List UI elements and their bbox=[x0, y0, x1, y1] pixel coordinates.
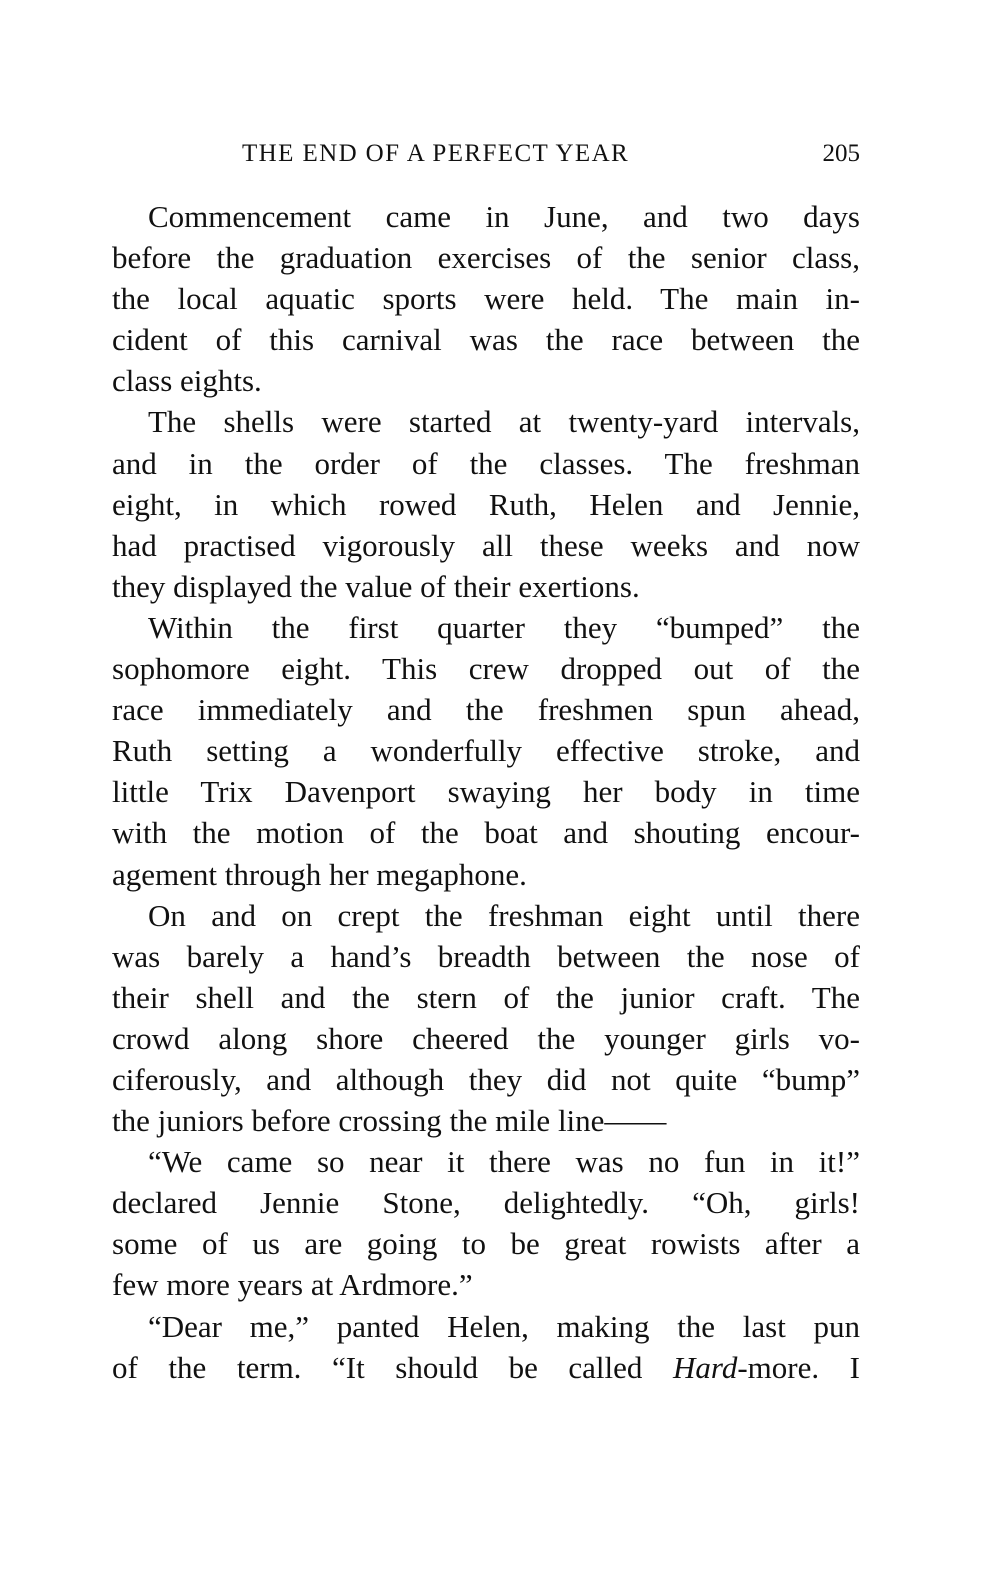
text-run: -more. I bbox=[737, 1349, 861, 1385]
text-line: had practised vigorously all these weeks and now bbox=[112, 527, 860, 563]
text-line: was barely a hand’s breadth between the nose of bbox=[112, 938, 860, 974]
text-run: of the term. “It should be called bbox=[112, 1349, 674, 1385]
text-line: Ruth setting a wonderfully effective stroke, and bbox=[112, 733, 860, 769]
text-line: their shell and the stern of the junior craft. The bbox=[112, 979, 860, 1015]
text-line: The shells were started at twenty-yard intervals, bbox=[148, 404, 860, 440]
text-line-final bbox=[112, 1347, 860, 1388]
text-line: On and on crept the freshman eight until there bbox=[148, 897, 860, 933]
text-line: Within the first quarter they “bumped” the bbox=[148, 609, 860, 645]
body-text bbox=[112, 196, 860, 1388]
running-head bbox=[112, 140, 860, 180]
running-title: THE END OF A PERFECT YEAR bbox=[242, 140, 630, 167]
text-line: they displayed the value of their exertions. bbox=[112, 568, 640, 604]
text-line: agement through her megaphone. bbox=[112, 856, 527, 892]
text-line: some of us are going to be great rowists after a bbox=[112, 1226, 860, 1262]
text-line: few more years at Ardmore.” bbox=[112, 1267, 473, 1303]
text-line: little Trix Davenport swaying her body in time bbox=[112, 774, 860, 810]
text-line: “Dear me,” panted Helen, making the last pun bbox=[148, 1308, 860, 1344]
text-line: “We came so near it there was no fun in it!” bbox=[148, 1144, 860, 1180]
text-line: and in the order of the classes. The freshman bbox=[112, 445, 860, 481]
italic-text-run: Hard bbox=[673, 1349, 738, 1385]
text-line: the local aquatic sports were held. The main in- bbox=[112, 281, 860, 317]
text-line: with the motion of the boat and shouting encour- bbox=[112, 815, 860, 851]
text-line: race immediately and the freshmen spun ahead, bbox=[112, 692, 860, 728]
text-line: the juniors before crossing the mile line—— bbox=[112, 1103, 667, 1139]
text-line: sophomore eight. This crew dropped out of the bbox=[112, 651, 860, 687]
text-line: class eights. bbox=[112, 363, 262, 399]
text-line: crowd along shore cheered the younger girls vo- bbox=[112, 1020, 860, 1056]
text-line: declared Jennie Stone, delightedly. “Oh, girls! bbox=[112, 1185, 860, 1221]
text-line: ciferously, and although they did not quite “bump” bbox=[112, 1061, 860, 1097]
text-line: before the graduation exercises of the senior class, bbox=[112, 240, 860, 276]
text-line: Commencement came in June, and two days bbox=[148, 199, 860, 234]
text-line: cident of this carnival was the race between the bbox=[112, 322, 860, 358]
text-line: eight, in which rowed Ruth, Helen and Jennie, bbox=[112, 486, 860, 522]
page-number: 205 bbox=[822, 140, 860, 167]
